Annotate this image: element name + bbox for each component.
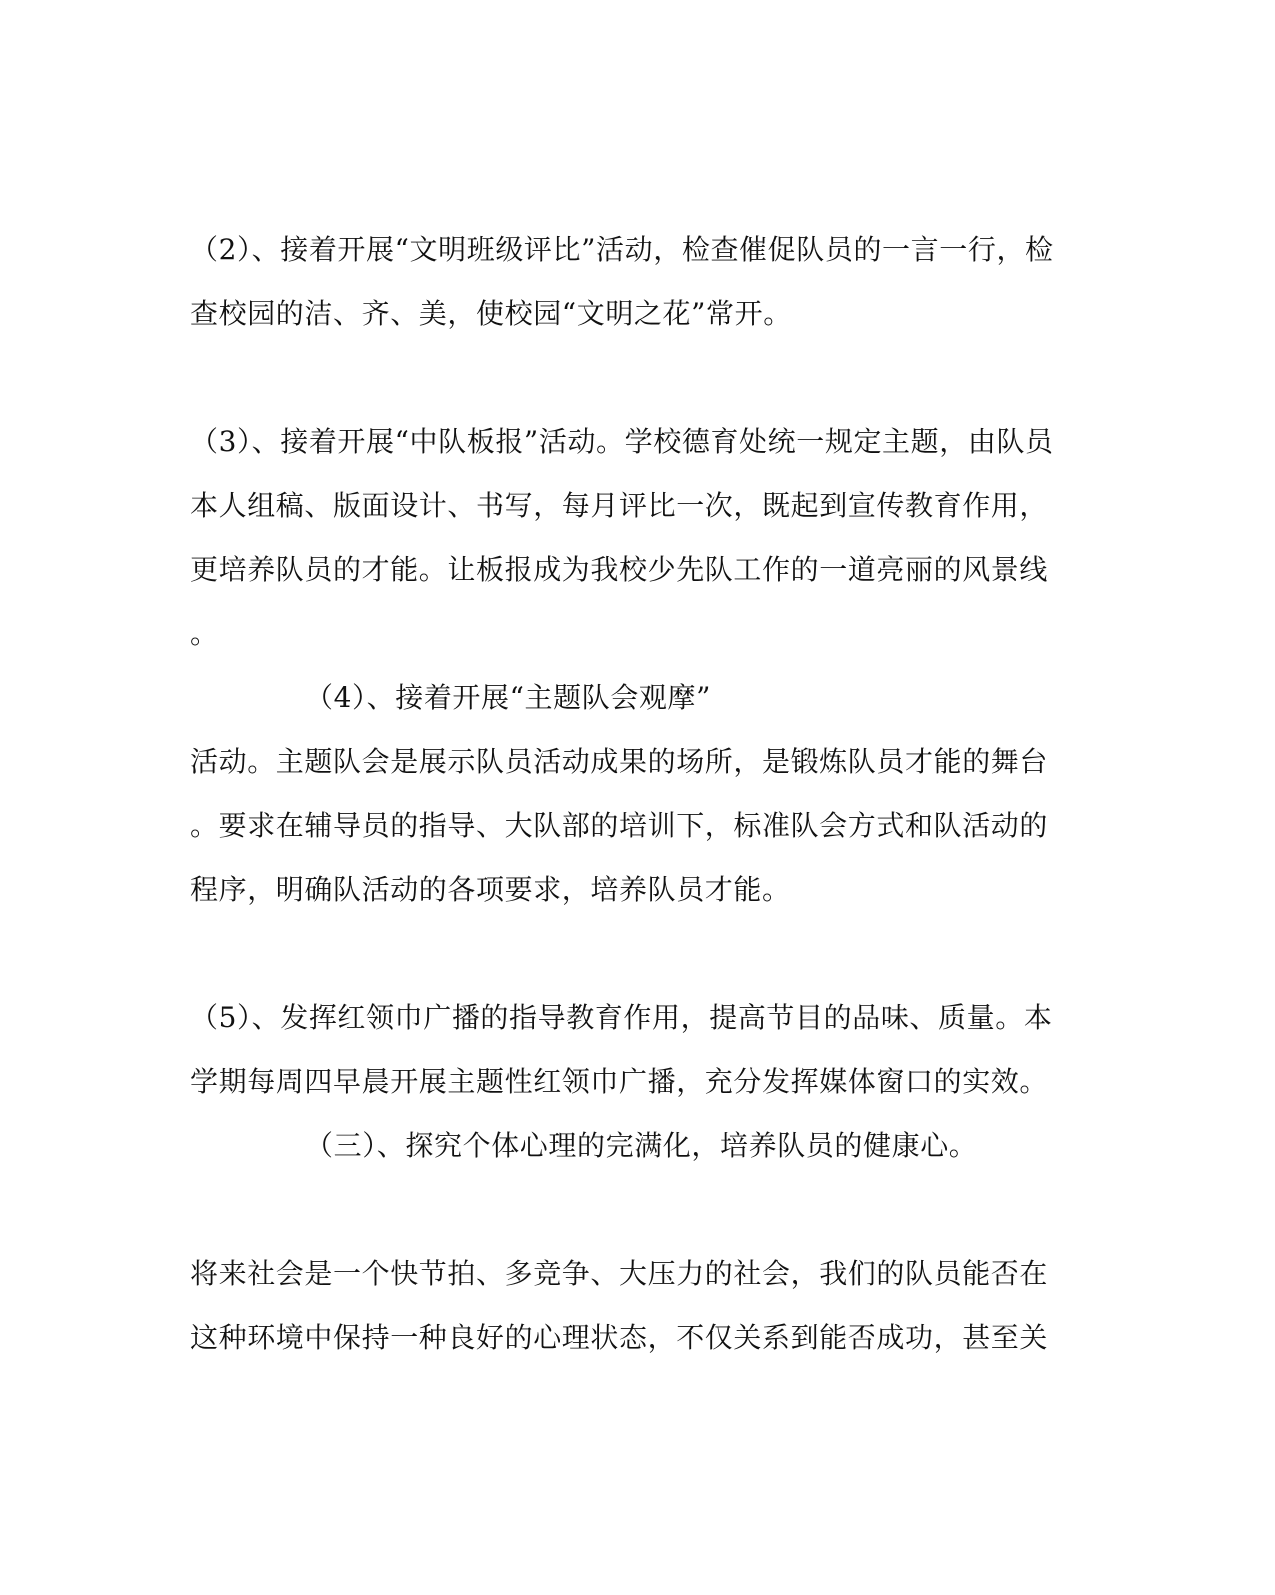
text-line: 这种环境中保持一种良好的心理状态，不仅关系到能否成功，甚至关: [190, 1321, 1049, 1354]
section-heading: （三）、探究个体心理的完满化，培养队员的健康心。: [305, 1129, 978, 1162]
text-line: 将来社会是一个快节拍、多竞争、大压力的社会，我们的队员能否在: [190, 1257, 1049, 1290]
text-line: （5）、发挥红领巾广播的指导教育作用，提高节目的品味、质量。本: [190, 1001, 1053, 1034]
text-line: 活动。主题队会是展示队员活动成果的场所，是锻炼队员才能的舞台: [190, 745, 1049, 778]
text-line: 查校园的洁、齐、美，使校园“文明之花”常开。: [190, 297, 792, 330]
text-line: （3）、接着开展“中队板报”活动。学校德育处统一规定主题，由队员: [190, 425, 1054, 458]
text-line: 。: [190, 617, 219, 650]
text-line: 程序，明确队活动的各项要求，培养队员才能。: [190, 873, 791, 906]
text-line: 更培养队员的才能。让板报成为我校少先队工作的一道亮丽的风景线: [190, 553, 1049, 586]
text-line: （2）、接着开展“文明班级评比”活动，检查催促队员的一言一行，检: [190, 233, 1054, 266]
text-line: 。要求在辅导员的指导、大队部的培训下，标准队会方式和队活动的: [190, 809, 1049, 842]
text-line: （4）、接着开展“主题队会观摩”: [305, 681, 712, 714]
text-line: 学期每周四早晨开展主题性红领巾广播，充分发挥媒体窗口的实效。: [190, 1065, 1049, 1098]
text-line: 本人组稿、版面设计、书写，每月评比一次，既起到宣传教育作用，: [190, 489, 1049, 522]
